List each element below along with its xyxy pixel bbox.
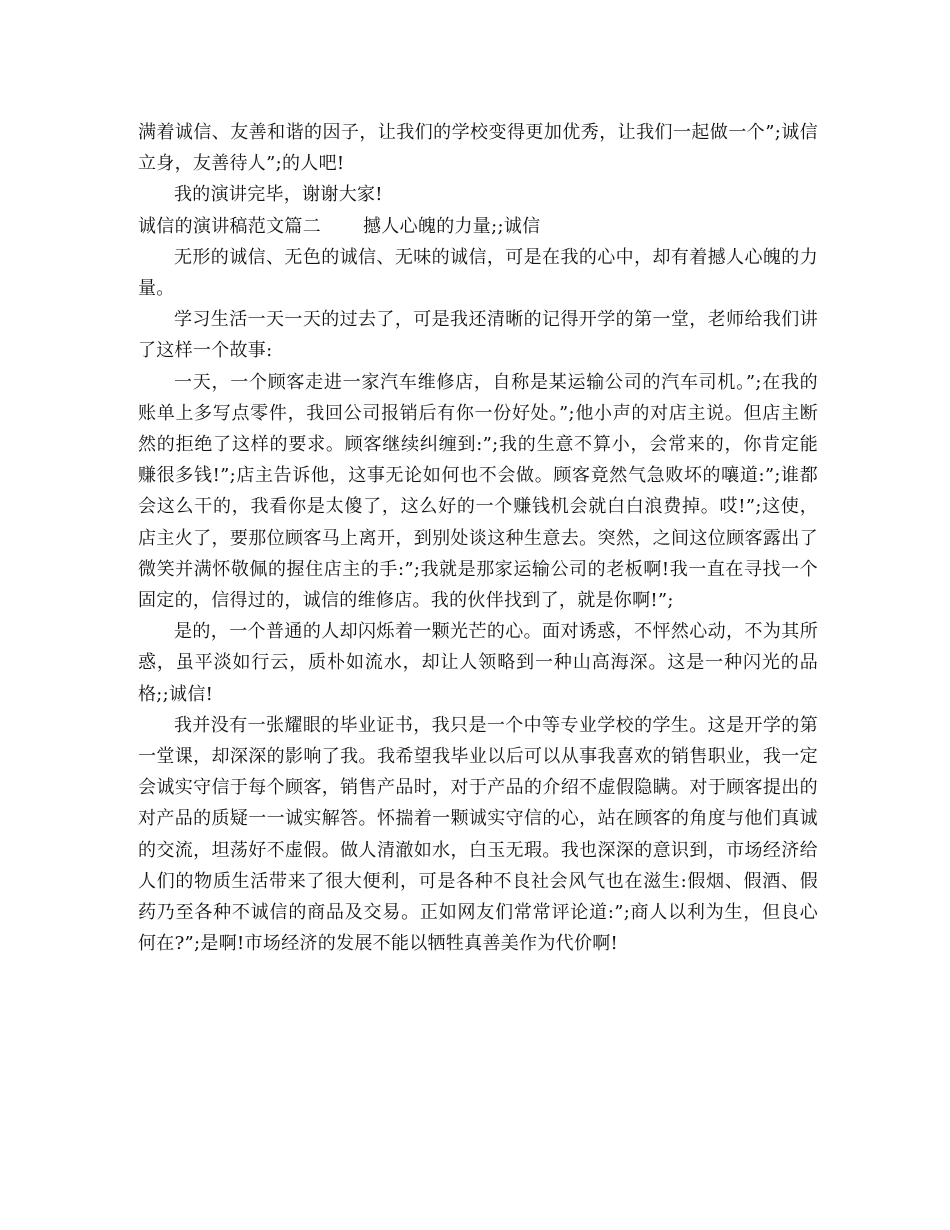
paragraph-continued: 满着诚信、友善和谐的因子，让我们的学校变得更加优秀，让我们一起做一个”;诚信立身，友善待人”;的人吧! xyxy=(138,122,818,175)
body-paragraph-2: 学习生活一天一天的过去了，可是我还清晰的记得开学的第一堂，老师给我们讲了这样一个故事: xyxy=(138,309,818,362)
body-paragraph-5: 我并没有一张耀眼的毕业证书，我只是一个中等专业学校的学生。这是开学的第一堂课，却深深的影响了我。我希望我毕业以后可以从事我喜欢的销售职业，我一定会诚实守信于每个顾客，销售产品时，对于产品的介绍不虚假隐瞒。对于顾客提出的对产品的质疑一一诚实解答。怀揣着一颗诚实守信的心，站在顾客的角度与他们真诚的交流，坦荡好不虚假。做人清澈如水，白玉无瑕。我也深深的意识到，市场经济给人们的物质生活带来了很大便利，可是各种不良社会风气也在滋生:假烟、假酒、假药乃至各种不诚信的商品及交易。正如网友们常常评论道:”;商人以利为生，但良心何在?”;是啊!市场经济的发展不能以牺牲真善美作为代价啊! xyxy=(138,714,818,955)
document-text xyxy=(138,117,818,959)
section-title: 诚信的演讲稿范文篇二 xyxy=(138,215,321,237)
body-paragraph-1: 无形的诚信、无色的诚信、无味的诚信，可是在我的心中，却有着撼人心魄的力量。 xyxy=(138,246,818,300)
section-heading xyxy=(138,211,818,242)
body-paragraph-3: 一天，一个顾客走进一家汽车维修店，自称是某运输公司的汽车司机。”;在我的账单上多写点零件，我回公司报销后有你一份好处。”;他小声的对店主说。但店主断然的拒绝了这样的要求。顾客继续纠缠到:”;我的生意不算小，会常来的，你肯定能赚很多钱!”;店主告诉他，这事无论如何也不会做。顾客竟然气急败坏的嚷道:”;谁都会这么干的，我看你是太傻了，这么好的一个赚钱机会就白白浪费掉。哎!”;这使，店主火了，要那位顾客马上离开，到别处谈这种生意去。突然，之间这位顾客露出了微笑并满怀敬佩的握住店主的手:”;我就是那家运输公司的老板啊!我一直在寻找一个固定的，信得过的，诚信的维修店。我的伙伴找到了，就是你啊!”; xyxy=(138,371,818,612)
paragraph-closing: 我的演讲完毕，谢谢大家! xyxy=(174,184,383,206)
body-paragraph-4: 是的，一个普通的人却闪烁着一颗光芒的心。面对诱惑，不怦然心动，不为其所惑，虽平淡如行云，质朴如流水，却让人领略到一种山高海深。这是一种闪光的品格;;诚信! xyxy=(138,621,818,705)
section-subtitle: 撼人心魄的力量;;诚信 xyxy=(363,215,541,237)
